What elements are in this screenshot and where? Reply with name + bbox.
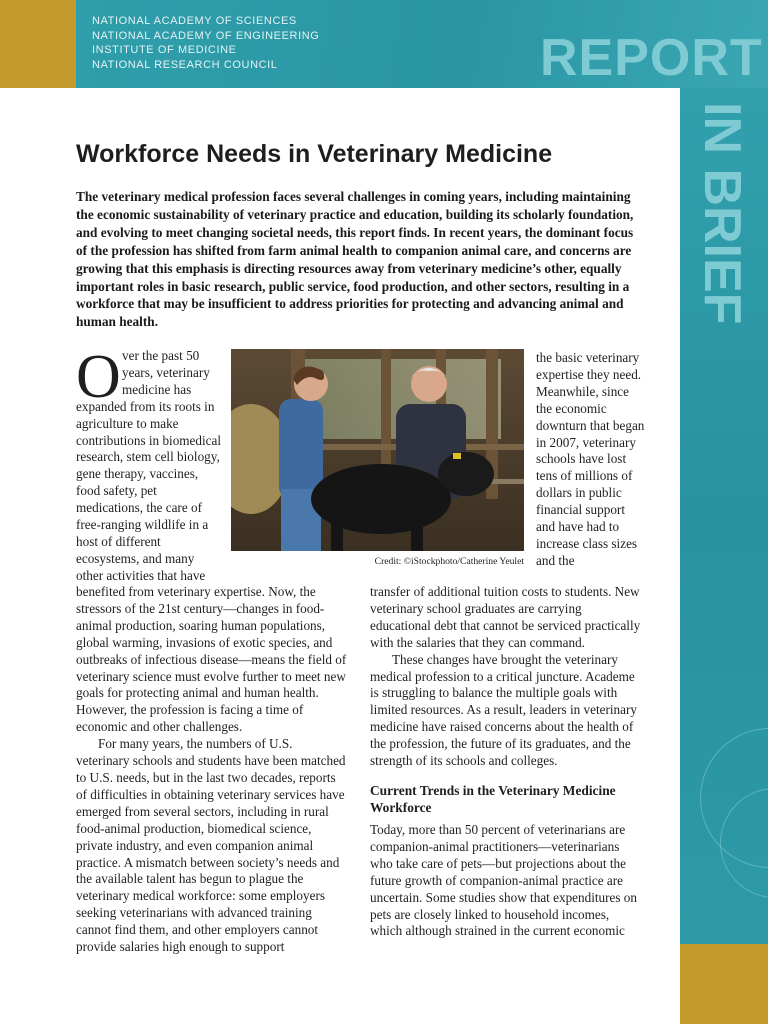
body-paragraph	[76, 343, 222, 585]
organization-name: INSTITUTE OF MEDICINE	[92, 44, 237, 56]
body-paragraph: benefited from veterinary expertise. Now, the stressors of the 21st century—changes in food-animal production, soaring human populations, global warming, invasions of exotic species, and outbreaks of infectious disease—means the field of veterinary science must evolve further to meet new goals for protecting animal and human health. However, the profession is facing a time of economic and other challenges.	[76, 584, 347, 735]
drop-cap: O	[76, 343, 121, 411]
body-paragraph: For many years, the numbers of U.S. veterinary schools and students have been matched to U.S. needs, but in the last two decades, reports of difficulties in obtaining veterinary services have emerged from several sectors, including in rural food-animal production, biomedical science, private industry, and even companion animal practice. A mismatch between society’s needs and the available talent has begun to plague the veterinary medical workforce: some employers seeking veterinarians with advanced training cannot find them, and other employers cannot provide salaries high enough to support	[76, 736, 346, 955]
body-text: ver the past 50 years, veterinary medicine has expanded from its roots in agriculture to make contributions in biomedical research, stem cell biology, gene therapy, vaccines, food safety, pet medications, the care of free-ranging wildlife in a host of different ecosystems, and many other activities that have	[76, 348, 222, 583]
body-paragraph: the basic veterinary expertise they need. Meanwhile, since the economic downturn that began in 2007, veterinary schools have lost tens of millions of dollars in public financial support and have had to increase class sizes and the	[536, 350, 645, 568]
organization-name: NATIONAL ACADEMY OF SCIENCES	[92, 15, 297, 27]
body-paragraph: Today, more than 50 percent of veterinarians are companion-animal practitioners—veterinarians who take care of pets—but projections about the future growth of companion-animal practice are uncertain. Some studies show that expenditures on pets are closely linked to household incomes, which although strained in the current economic	[370, 821, 637, 939]
photo-credit: Credit: ©iStockphoto/Catherine Yeulet	[374, 556, 524, 567]
photo-vet-examining-calf	[231, 349, 524, 551]
gold-header-block	[0, 0, 76, 88]
left-column-top	[76, 343, 222, 585]
summary-paragraph: The veterinary medical profession faces several challenges in coming years, including maintaining the economic sustainability of veterinary practice and education, building its scholarly foundation, and evolving to meet changing societal needs, this report finds. In recent years, the dominant focus of the profession has shifted from farm animal health to companion animal care, and concerns are growing that this emphasis is directing resources away from veterinary medicine’s other, equally important roles in basic research, public service, food production, and other sectors, resulting in a workforce that may be insufficient to address priorities for protecting and advancing animal and human health.	[76, 189, 634, 330]
left-column-bottom	[76, 584, 348, 956]
body-paragraph: These changes have brought the veterinary medical profession to a critical juncture. Academe is struggling to balance the multiple goals with limited resources. As a result, leaders in veterinary medicine have raised concerns about the health of the profession, the future of its graduates, and the strength of its schools and colleges.	[370, 651, 637, 769]
report-wordmark: REPORT	[540, 29, 763, 87]
organization-name: NATIONAL ACADEMY OF ENGINEERING	[92, 29, 320, 42]
section-subheading: Current Trends in the Veterinary Medicine Workforce	[370, 782, 616, 815]
body-paragraph: transfer of additional tuition costs to students. New veterinary school graduates are carrying educational debt that cannot be serviced practically with the salaries that they can command.	[370, 584, 641, 650]
right-column-top	[536, 350, 646, 570]
photo-illustration	[231, 349, 524, 551]
in-brief-wordmark: IN BRIEF	[693, 102, 751, 325]
right-column-bottom	[370, 584, 642, 940]
page-title: Workforce Needs in Veterinary Medicine	[76, 140, 553, 168]
organization-name: NATIONAL RESEARCH COUNCIL	[92, 58, 278, 71]
gold-footer-block	[680, 944, 768, 1024]
organization-list	[92, 14, 319, 72]
